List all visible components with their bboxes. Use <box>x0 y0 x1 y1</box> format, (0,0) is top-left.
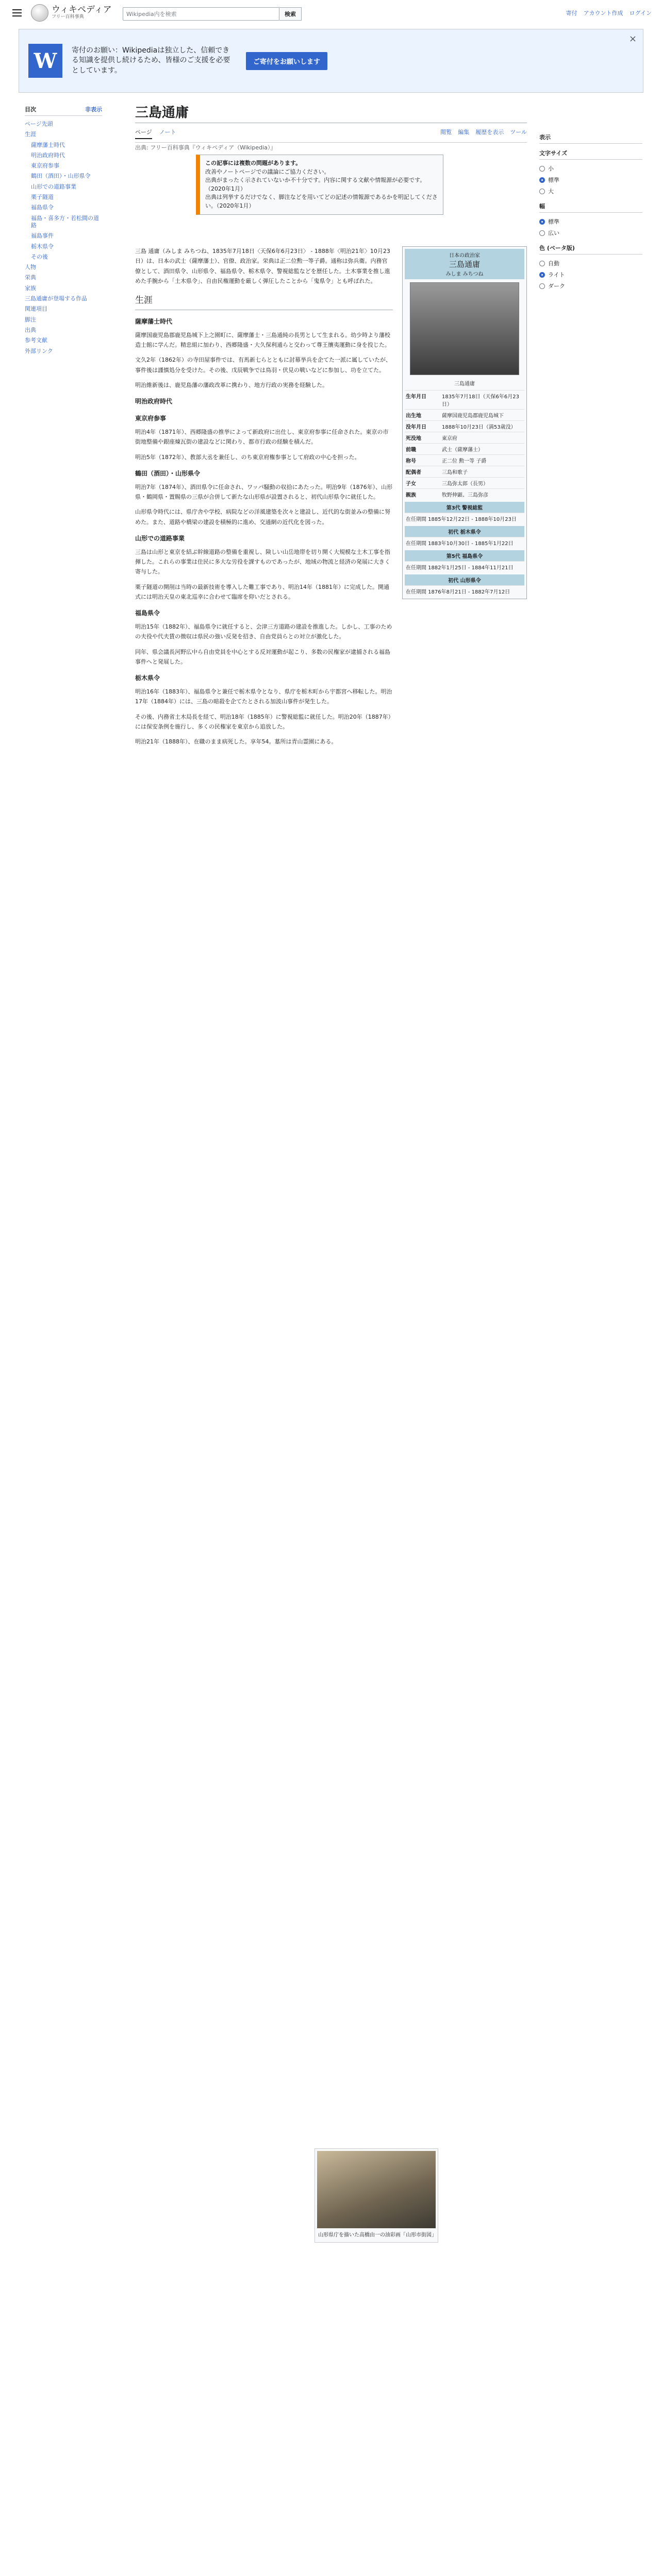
tab-read[interactable]: 閲覧 <box>440 129 452 135</box>
source-line: 出典: フリー百科事典『ウィキペディア（Wikipedia）』 <box>135 144 276 151</box>
appearance-title: 表示 <box>539 131 642 144</box>
paragraph: 薩摩国鹿児島郡鹿児島城下上之園町に、薩摩藩士・三島通純の長男として生まれる。幼少時より藩校造士館に学んだ。精忠組に加わり、西郷隆盛・大久保利通らと交わって尊王攘夷運動に身を投じた。 <box>135 331 390 348</box>
login-link[interactable]: ログイン <box>629 10 652 16</box>
infobox-row: 配偶者 三島和歌子 <box>405 466 524 477</box>
office-term: 在任期間 1883年10月30日 - 1885年1月22日 <box>405 537 524 548</box>
paragraph: 明治維新後は、鹿児島藩の藩政改革に携わり、地方行政の実務を経験した。 <box>135 381 328 388</box>
paragraph: 明治7年（1874年）、酒田県令に任命され、ワッパ騒動の収拾にあたった。明治9年（1876年）、山形県・鶴岡県・置賜県の三県が合併して新たな山形県が設置されると、初代山形県令に就任した。 <box>135 483 393 500</box>
donate-button[interactable]: ご寄付をお願いします <box>246 52 327 70</box>
toc-item[interactable]: 出典 <box>25 326 36 333</box>
wikipedia-globe-icon <box>31 4 48 22</box>
office-term: 在任期間 1885年12月22日 - 1888年10月23日 <box>405 513 524 524</box>
create-account-link[interactable]: アカウント作成 <box>583 10 623 16</box>
section-heading-tokyo: 東京府参事 <box>135 415 167 422</box>
tab-talk[interactable]: ノート <box>159 129 176 135</box>
office-title: 初代 山形県令 <box>405 574 524 585</box>
issues-notice <box>196 155 443 215</box>
toc-hide-button[interactable]: 非表示 <box>85 106 102 113</box>
toc-item[interactable]: 鶴田（酒田）・山形県令 <box>31 173 91 180</box>
site-title: ウィキペディア <box>52 5 112 15</box>
toc-item[interactable]: 栄典 <box>25 274 36 281</box>
section-heading-road: 山形での道路事業 <box>135 534 185 542</box>
section-heading-fukushima: 福島県令 <box>135 609 160 617</box>
infobox-header <box>405 249 524 279</box>
section-heading-meiji: 明治政府時代 <box>135 398 173 405</box>
toc-item[interactable]: 山形での道路事業 <box>31 183 76 190</box>
paragraph: その後、内務省土木局長を経て、明治18年（1885年）に警視総監に就任した。明治20年（1887年）には保安条例を施行し、多くの民権家を東京から追放した。 <box>135 713 391 730</box>
toc-item[interactable]: 東京府参事 <box>31 162 59 170</box>
article-figure <box>315 2148 438 2243</box>
figure-image[interactable] <box>317 2151 436 2228</box>
appearance-panel <box>539 128 642 292</box>
toc-item[interactable]: 三島通庸が登場する作品 <box>25 295 87 302</box>
search-button[interactable]: 検索 <box>279 7 302 21</box>
toc-item[interactable]: 脚注 <box>25 316 36 323</box>
notice-title: この記事には複数の問題があります。 <box>205 160 302 166</box>
infobox-row: 称号 正二位 勲一等 子爵 <box>405 454 524 466</box>
text-size-option[interactable]: 小 <box>539 163 642 174</box>
toc-item[interactable]: 家族 <box>25 284 36 292</box>
close-icon[interactable]: × <box>628 33 637 44</box>
article-body <box>135 246 393 752</box>
paragraph: 明治4年（1871年）、西郷隆盛の推挙によって新政府に出仕し、東京府参事に任命された。東京の市街地整備や銀座煉瓦街の建設などに関わり、都市行政の経験を積んだ。 <box>135 429 389 446</box>
notice-line: 改善やノートページでの議論にご協力ください。 <box>205 168 330 175</box>
toc-item[interactable]: その後 <box>31 253 48 260</box>
user-links <box>566 9 652 17</box>
wikipedia-w-icon: W <box>28 44 62 78</box>
toc-item[interactable]: 人物 <box>25 264 36 271</box>
paragraph: 栗子隧道の開削は当時の最新技術を導入した難工事であり、明治14年（1881年）に完成した。開通式には明治天皇の東北巡幸に合わせて臨席を仰いだとされる。 <box>135 583 389 600</box>
infobox-row: 生年月日 1835年7月18日（天保6年6月23日） <box>405 390 524 409</box>
photo-caption: 三島通庸 <box>454 381 475 387</box>
figure-caption: 山形県庁を描いた高橋由一の油彩画「山形市街図」 <box>318 2232 437 2238</box>
office-term: 在任期間 1876年8月21日 - 1882年7月12日 <box>405 585 524 597</box>
toc-item[interactable]: 栗子隧道 <box>31 194 54 201</box>
office-term: 在任期間 1882年1月25日 - 1884年11月21日 <box>405 561 524 572</box>
paragraph: 山形県令時代には、県庁舎や学校、病院などの洋風建築を次々と建設し、近代的な街並みの整備に努めた。また、道路や橋梁の建設を積極的に進め、交通網の近代化を図った。 <box>135 509 390 526</box>
infobox-row: 親族 牧野伸顕、三島弥彦 <box>405 488 524 500</box>
paragraph: 明治16年（1883年）、福島県令と兼任で栃木県令となり、県庁を栃木町から宇都宮へ移転した。明治17年（1884年）には、三島の暗殺を企てたとされる加波山事件が発生した。 <box>135 688 392 705</box>
section-heading-life: 生涯 <box>135 293 393 310</box>
table-of-contents <box>25 103 102 357</box>
tab-page[interactable]: ページ <box>135 128 152 139</box>
banner-text: 寄付のお願い：Wikipediaは独立した、信頼できる知識を提供し続けるため、皆様のご支援を必要としています。 <box>72 46 230 75</box>
toc-item[interactable]: 明治政府時代 <box>31 151 65 159</box>
infobox-name: 三島通庸 <box>449 260 480 269</box>
toc-item[interactable]: 外部リンク <box>25 347 53 354</box>
search-form <box>123 7 302 21</box>
lead-paragraph: 三島 通庸（みしま みちつね、1835年7月18日〈天保6年6月23日〉 - 1888年〈明治21年〉10月23日）は、日本の武士（薩摩藩士）、官僚、政治家。栄典は正二位勲一等子爵。通称は弥兵衛。内務官僚として、酒田県令、山形県令、福島県令、栃木県令、警視総監などを歴任した。土木事業を推し進めた手腕から「土木県令」、自由民権運動を厳しく弾圧したことから「鬼県令」とも呼ばれた。 <box>135 248 390 284</box>
donation-banner <box>19 29 643 93</box>
infobox-row: 前職 武士（薩摩藩士） <box>405 443 524 454</box>
infobox <box>402 246 527 599</box>
toc-item[interactable]: 福島事件 <box>31 232 54 240</box>
infobox-row: 死没地 東京府 <box>405 432 524 443</box>
paragraph: 明治21年（1888年）、在職のまま病死した。享年54。墓所は青山霊園にある。 <box>135 738 337 745</box>
toc-item[interactable]: 生涯 <box>25 131 36 138</box>
toc-item[interactable]: 関連項目 <box>25 306 47 313</box>
toc-item[interactable]: 福島・喜多方・若松間の道路 <box>31 214 99 229</box>
toc-item[interactable]: ページ先頭 <box>25 121 53 127</box>
office-title: 初代 栃木県令 <box>405 526 524 537</box>
color-title: 色 (ベータ版) <box>539 242 642 255</box>
page-tabs <box>135 128 527 143</box>
paragraph: 三島は山形と東京を結ぶ幹線道路の整備を重視し、険しい山岳地帯を切り開く大規模な土木工事を指揮した。これらの事業は住民に多大な労役を課すものであったが、地域の物流と経済の発展に大きく寄与した。 <box>135 548 390 575</box>
toc-item[interactable]: 福島県令 <box>31 204 54 211</box>
tab-history[interactable]: 履歴を表示 <box>475 129 504 135</box>
search-input[interactable]: Wikipedia内を検索 <box>123 7 279 21</box>
toc-title: 目次 <box>25 106 36 113</box>
text-size-title: 文字サイズ <box>539 147 642 160</box>
toc-item[interactable]: 薩摩藩士時代 <box>31 141 65 148</box>
infobox-row: 没年月日 1888年10月23日（満53歳没） <box>405 420 524 432</box>
text-size-option[interactable]: 標準 <box>539 174 642 185</box>
infobox-subhead: 日本の政治家 <box>449 253 480 259</box>
section-heading-tochigi: 栃木県令 <box>135 674 160 682</box>
tab-tools[interactable]: ツール <box>510 129 527 135</box>
office-title: 第3代 警視総監 <box>405 502 524 513</box>
width-option[interactable]: 広い <box>539 227 642 239</box>
paragraph: 明治5年（1872年）、教部大丞を兼任し、のち東京府権参事として府政の中心を担った。 <box>135 453 360 461</box>
paragraph: 明治15年（1882年）、福島県令に就任すると、会津三方道路の建設を推進した。しかし、工事のための夫役や代夫賃の徴収は県民の強い反発を招き、自由党員らとの対立が激化した。 <box>135 623 392 640</box>
section-heading-satsuma: 薩摩藩士時代 <box>135 317 173 325</box>
toc-item[interactable]: 栃木県令 <box>31 243 54 250</box>
infobox-row: 子女 三島弥太郎（長男） <box>405 477 524 488</box>
portrait-photo[interactable] <box>410 282 519 375</box>
section-heading-sakata: 鶴田（酒田）・山形県令 <box>135 469 201 477</box>
width-option[interactable]: 標準 <box>539 216 642 227</box>
site-logo[interactable] <box>31 4 112 22</box>
site-subtitle: フリー百科事典 <box>52 14 84 20</box>
infobox-row: 出生地 薩摩国鹿児島郡鹿児島城下 <box>405 409 524 420</box>
paragraph: 同年、県会議長河野広中ら自由党員を中心とする反対運動が起こり、多数の民権家が逮捕される福島事件へと発展した。 <box>135 648 390 665</box>
notice-line: 出典は列挙するだけでなく、脚注などを用いてどの記述の情報源であるかを明記してください。（2020年1月） <box>205 194 438 209</box>
tab-edit[interactable]: 編集 <box>458 129 470 135</box>
width-title: 幅 <box>539 200 642 213</box>
header <box>0 0 662 26</box>
notice-line: 出典がまったく示されていないか不十分です。内容に関する文献や情報源が必要です。（2020年1月） <box>205 177 426 192</box>
donate-link[interactable]: 寄付 <box>566 10 577 16</box>
paragraph: 文久2年（1862年）の寺田屋事件では、有馬新七らとともに討幕挙兵を企てた一派に属していたが、事件後は謹慎処分を受けた。その後、戊辰戦争では鳥羽・伏見の戦いなどに参加し、功を立てた。 <box>135 357 391 374</box>
color-option[interactable]: 自動 <box>539 258 642 269</box>
office-title: 第5代 福島県令 <box>405 550 524 561</box>
color-option[interactable]: ダーク <box>539 280 642 292</box>
color-option[interactable]: ライト <box>539 269 642 280</box>
text-size-option[interactable]: 大 <box>539 185 642 197</box>
infobox-kana: みしま みちつね <box>445 272 484 277</box>
main-menu-icon[interactable] <box>12 7 25 19</box>
toc-item[interactable]: 参考文献 <box>25 337 47 344</box>
page-title: 三島通庸 <box>135 105 189 121</box>
